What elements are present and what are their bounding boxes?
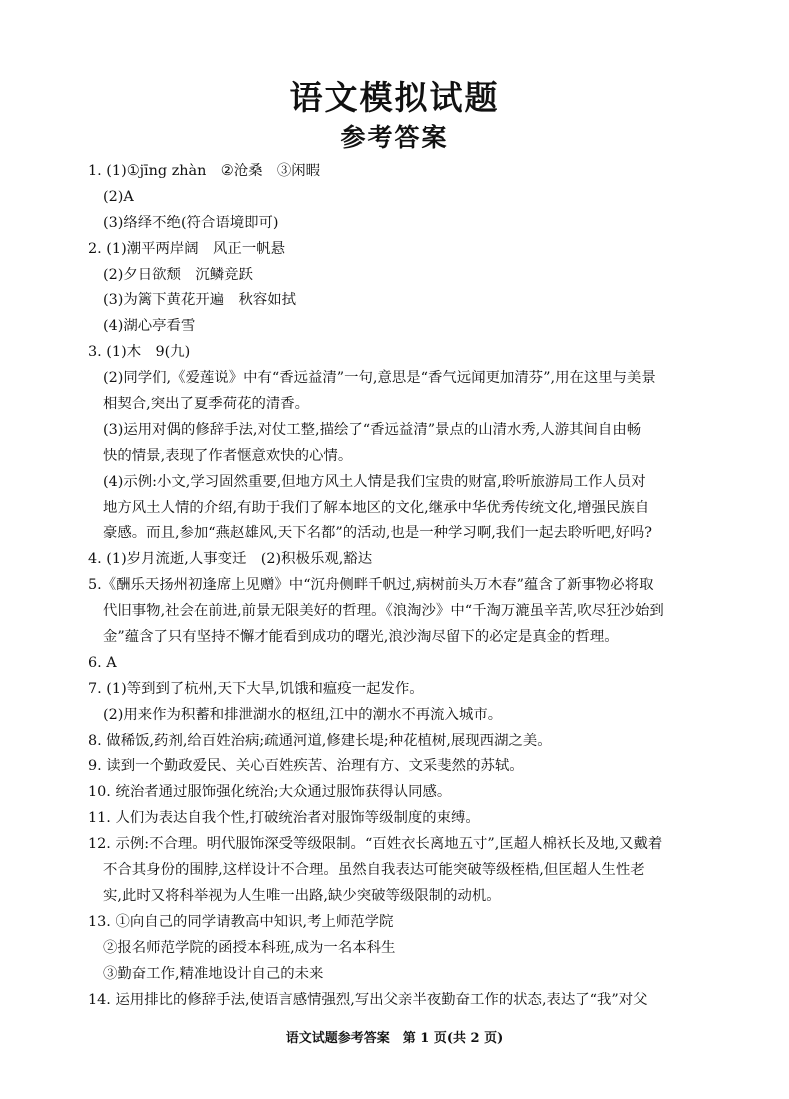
answer-5-line: 5.《酬乐天扬州初逢席上见赠》中“沉舟侧畔千帆过,病树前头万木春”蕴含了新事物必将取 bbox=[88, 577, 654, 594]
answer-5-cont-line: 代旧事物,社会在前进,前景无限美好的哲理。《浪淘沙》中“千淘万漉虽辛苦,吹尽狂沙始到 bbox=[103, 603, 664, 620]
answer-3-2-line: (2)同学们,《爱莲说》中有“香远益清”一句,意思是“香气远闻更加清芬”,用在这里与美景 bbox=[103, 370, 656, 387]
answer-8-line: 8. 做稀饭,药剂,给百姓治病;疏通河道,修建长堤;种花植树,展现西湖之美。 bbox=[88, 732, 552, 749]
answer-3-line: 3. (1)木 9(九) bbox=[88, 344, 191, 361]
answer-2-line: 2. (1)潮平两岸阔 风正一帆悬 bbox=[88, 240, 285, 257]
answer-7-2-line: (2)用来作为积蓄和排泄湖水的枢纽,江中的潮水不再流入城市。 bbox=[103, 706, 503, 723]
page-title: 语文模拟试题 bbox=[289, 78, 500, 117]
answer-13-2-line: ②报名师范学院的函授本科班,成为一名本科生 bbox=[103, 939, 396, 956]
answer-12-line: 12. 示例:不合理。明代服饰深受等级限制。“百姓衣长离地五寸”,匡超人棉袄长及地,又戴着 bbox=[88, 836, 663, 853]
answer-10-line: 10. 统治者通过服饰强化统治;大众通过服饰获得认同感。 bbox=[88, 784, 452, 801]
answer-13-3-line: ③勤奋工作,精准地设计自己的未来 bbox=[103, 965, 324, 982]
answer-1-2-line: (2)A bbox=[103, 188, 134, 205]
answer-5-cont2-line: 金”蕴含了只有坚持不懈才能看到成功的曙光,浪沙淘尽留下的必定是真金的哲理。 bbox=[103, 629, 619, 646]
page-footer: 语文试题参考答案 第 1 页(共 2 页) bbox=[285, 1031, 504, 1046]
answer-7-line: 7. (1)等到到了杭州,天下大旱,饥饿和瘟疫一起发作。 bbox=[88, 680, 424, 697]
answer-12-cont-line: 不合其身份的围脖,这样设计不合理。虽然自我表达可能突破等级桎梏,但匡超人生性老 bbox=[103, 862, 645, 879]
answer-12-cont2-line: 实,此时又将科举视为人生唯一出路,缺少突破等级限制的动机。 bbox=[103, 887, 501, 904]
answer-13-line: 13. ①向自己的同学请教高中知识,考上师范学院 bbox=[88, 913, 394, 930]
answer-3-3-cont-line: 快的情景,表现了作者惬意欢快的心情。 bbox=[103, 447, 353, 464]
answer-list bbox=[88, 159, 713, 1013]
answer-2-4-line: (4)湖心亭看雪 bbox=[103, 318, 196, 335]
answer-6-line: 6. A bbox=[88, 654, 117, 671]
answer-4-line: 4. (1)岁月流逝,人事变迁 (2)积极乐观,豁达 bbox=[88, 551, 373, 568]
answer-14-line: 14. 运用排比的修辞手法,使语言感情强烈,写出父亲半夜勤奋工作的状态,表达了“我”对父 bbox=[88, 991, 648, 1008]
answer-3-2-cont-line: 相契合,突出了夏季荷花的清香。 bbox=[103, 396, 310, 413]
answer-3-4-line: (4)示例:小文,学习固然重要,但地方风土人情是我们宝贵的财富,聆听旅游局工作人员对 bbox=[103, 473, 646, 490]
answer-2-2-line: (2)夕日欲颓 沉鳞竞跃 bbox=[103, 266, 253, 283]
answer-3-4-cont-line: 地方风土人情的介绍,有助于我们了解本地区的文化,继承中华优秀传统文化,增强民族自 bbox=[103, 499, 650, 516]
page-subtitle: 参考答案 bbox=[340, 123, 449, 152]
answer-1-line: 1. (1)①jīng zhàn ②沧桑 ③闲暇 bbox=[88, 163, 321, 179]
answer-1-3-line: (3)络绎不绝(符合语境即可) bbox=[103, 214, 279, 231]
answer-9-line: 9. 读到一个勤政爱民、关心百姓疾苦、治理有方、文采斐然的苏轼。 bbox=[88, 758, 524, 775]
answer-3-3-line: (3)运用对偶的修辞手法,对仗工整,描绘了“香远益清”景点的山清水秀,人游其间自由畅 bbox=[103, 421, 642, 438]
answer-3-4-cont2-line: 豪感。而且,参加“燕赵雄风,天下名都”的活动,也是一种学习啊,我们一起去聆听吧,好吗? bbox=[103, 525, 652, 542]
answer-11-line: 11. 人们为表达自我个性,打破统治者对服饰等级制度的束缚。 bbox=[88, 810, 480, 827]
answer-2-3-line: (3)为篱下黄花开遍 秋容如拭 bbox=[103, 292, 297, 309]
